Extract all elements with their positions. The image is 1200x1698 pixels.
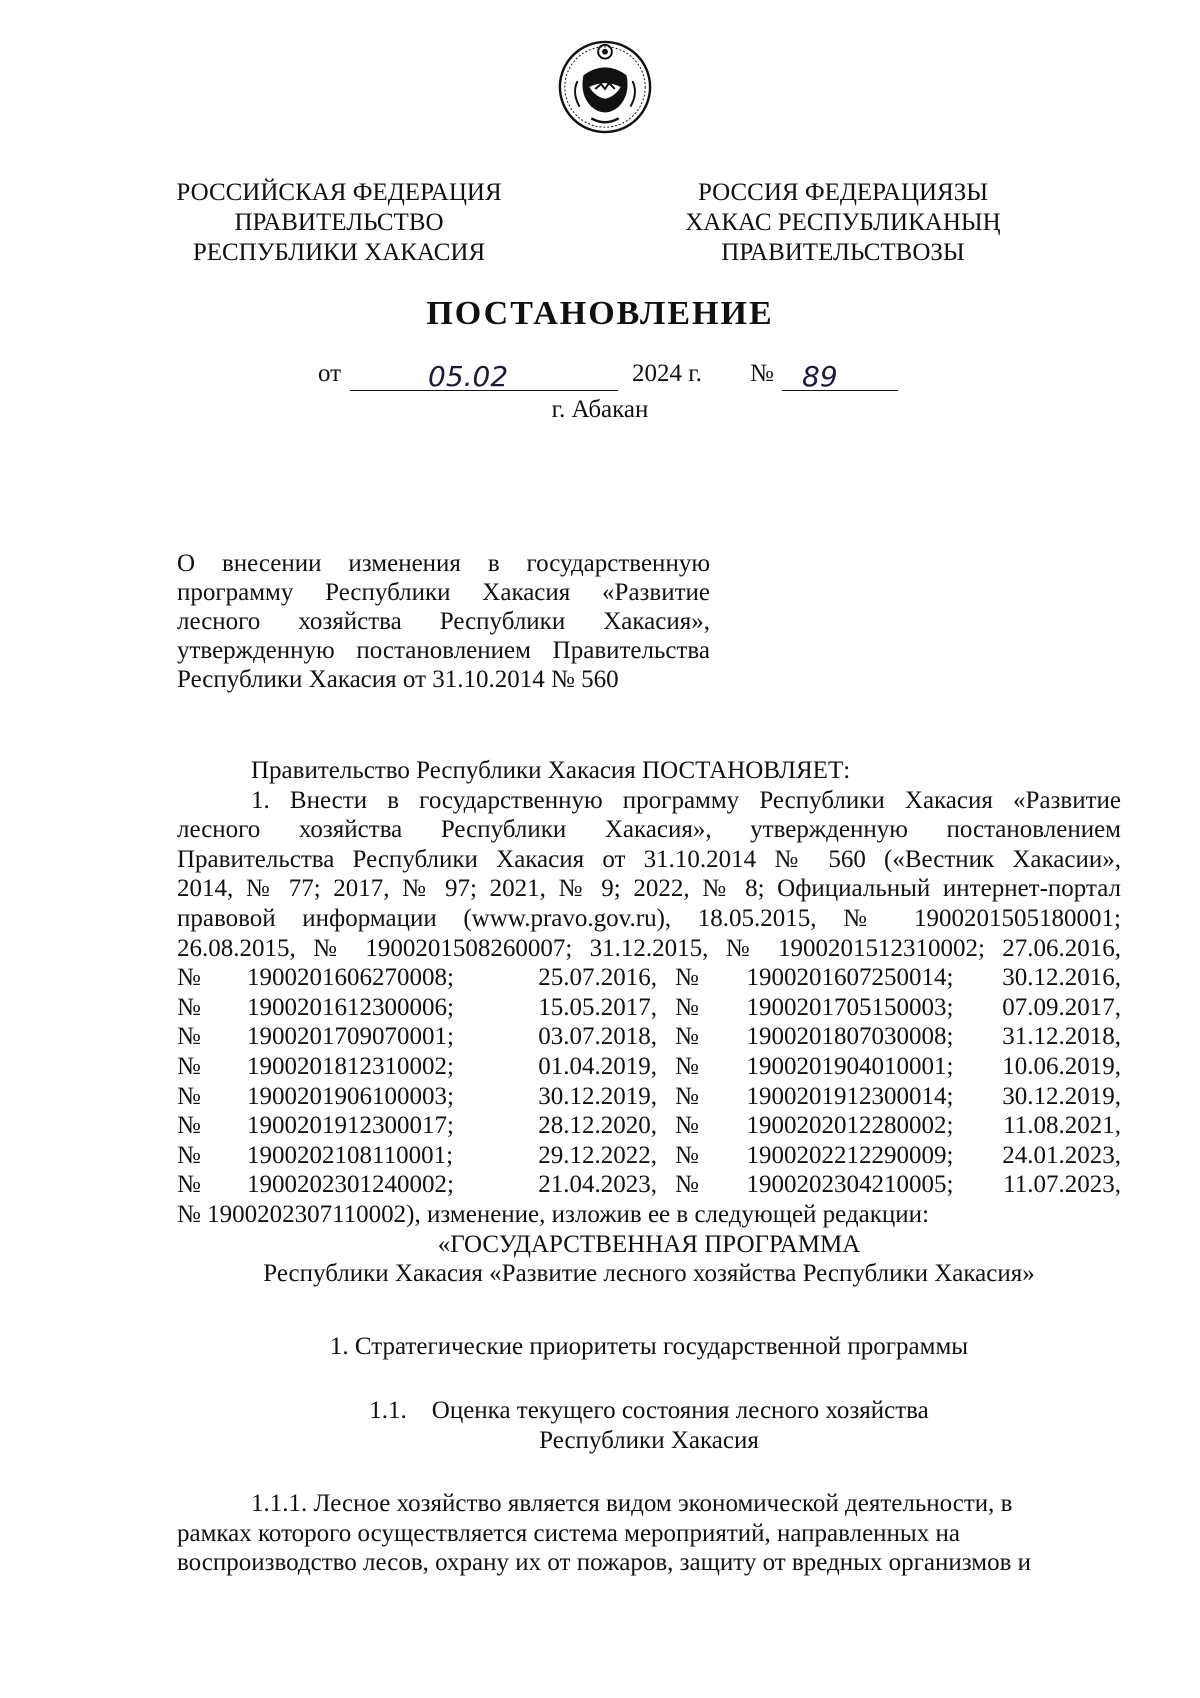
cell: 21.04.2023, [538, 1171, 657, 1199]
date-handwritten: 05.02 [428, 360, 509, 393]
header-ru-line: ПРАВИТЕЛЬСТВО [234, 209, 444, 236]
cell: 29.12.2022, [538, 1141, 657, 1169]
table-row [177, 1141, 1121, 1171]
decree-intro: Правительство Республики Хакасия ПОСТАНОВЛЯЕТ: [251, 757, 851, 784]
subject-line: лесного хозяйства Республики Хакасия», [177, 608, 710, 635]
table-row [177, 1170, 1121, 1200]
cell: 1900201904010001; [746, 1052, 954, 1080]
header-kjh [658, 178, 1028, 268]
cell: № [675, 1052, 699, 1080]
cell: 11.07.2023, [1003, 1171, 1121, 1199]
subject-line: О внесении изменения в государственную [177, 550, 710, 577]
from-label: от [318, 360, 342, 387]
cell: 1900201812310002; [247, 1052, 454, 1080]
body-line: 1. Внести в государственную программу Республики Хакасия «Развитие [251, 786, 1121, 814]
table-row [177, 993, 1121, 1023]
header-kjh-line: РОССИЯ ФЕДЕРАЦИЯЗЫ [697, 179, 989, 206]
body-line: 2014, № 77; 2017, № 97; 2021, № 9; 2022, № 8; Официальный интернет-портал [177, 875, 1121, 903]
program-title: «ГОСУДАРСТВЕННАЯ ПРОГРАММА [437, 1230, 861, 1258]
cell: 30.12.2019, [538, 1082, 657, 1110]
cell: 28.12.2020, [538, 1112, 657, 1140]
subject-line: Республики Хакасия от 31.10.2014 № 560 [177, 666, 619, 693]
body-last-line: № 1900202307110002), изменение, изложив ее в следующей редакции: [177, 1200, 929, 1228]
table-row [177, 1022, 1121, 1052]
number-handwritten: 89 [802, 360, 838, 393]
doc-title: ПОСТАНОВЛЕНИЕ [426, 295, 774, 332]
cell: № [675, 1023, 699, 1051]
cell: № [177, 1112, 201, 1140]
cell: 1900201607250014; [746, 964, 954, 992]
cell: 11.08.2021, [1003, 1112, 1121, 1140]
cell: № [675, 1082, 699, 1110]
program-subtitle: Республики Хакасия «Развитие лесного хозяйства Республики Хакасия» [263, 1260, 1035, 1288]
subject-block [177, 549, 710, 694]
header-ru [154, 178, 524, 268]
cell: № [177, 1052, 201, 1080]
section-1-1-title-line2: Республики Хакасия [539, 1427, 759, 1454]
cell: 1900201606270008; [247, 964, 454, 992]
body-line: лесного хозяйства Республики Хакасия», утвержденную постановлением [177, 816, 1121, 844]
cell: № [177, 993, 201, 1021]
body-line: 26.08.2015, № 1900201508260007; 31.12.2015, № 1900201512310002; 27.06.2016, [177, 934, 1121, 962]
cell: 1900201709070001; [247, 1023, 454, 1051]
paragraph-line: 1.1.1. Лесное хозяйство является видом экономической деятельности, в [251, 1490, 1013, 1517]
cell: 15.05.2017, [538, 993, 657, 1021]
table-row [177, 1082, 1121, 1112]
cell: 25.07.2016, [538, 964, 657, 992]
table-row [177, 1111, 1121, 1141]
cell: 03.07.2018, [538, 1023, 657, 1051]
decree-body [177, 756, 1121, 1289]
number-underline [782, 390, 898, 391]
cell: № [675, 993, 699, 1021]
cell: № [177, 1023, 201, 1051]
cell: 24.01.2023, [1002, 1141, 1121, 1169]
paragraph-1-1-1 [177, 1489, 1121, 1578]
coat-of-arms-icon [556, 38, 654, 136]
table-row [177, 963, 1121, 993]
header-kjh-line: ХАКАС РЕСПУБЛИКАНЫҢ [685, 209, 1001, 236]
section-1-1-number: 1.1. [369, 1397, 407, 1424]
cell: 01.04.2019, [538, 1052, 657, 1080]
header-ru-line: РЕСПУБЛИКИ ХАКАСИЯ [192, 239, 486, 266]
paragraph-line: рамках которого осуществляется система мероприятий, направленных на [177, 1519, 960, 1547]
subject-line: утвержденную постановлением Правительства [177, 637, 710, 664]
cell: 30.12.2019, [1002, 1082, 1121, 1110]
cell: 07.09.2017, [1002, 993, 1121, 1021]
section-1-1-heading [177, 1396, 1121, 1426]
cell: 30.12.2016, [1002, 964, 1121, 992]
cell: № [177, 1082, 201, 1110]
paragraph-line: воспроизводство лесов, охрану их от пожаров, защиту от вредных организмов и [177, 1549, 1032, 1577]
header-ru-line: РОССИЙСКАЯ ФЕДЕРАЦИЯ [176, 179, 502, 206]
body-line: правовой информации (www.pravo.gov.ru), 18.05.2015, № 1900201505180001; [177, 904, 1121, 932]
cell: № [177, 1171, 201, 1199]
registry-numbers-table [177, 963, 1121, 1200]
cell: № [177, 964, 201, 992]
cell: 1900202212290009; [746, 1141, 954, 1169]
cell: 1900202304210005; [746, 1171, 954, 1199]
cell: № [177, 1141, 201, 1169]
cell: № [675, 1141, 699, 1169]
cell: 1900201705150003; [746, 993, 954, 1021]
cell: № [675, 1171, 699, 1199]
cell: 1900201912300017; [247, 1112, 454, 1140]
cell: 10.06.2019, [1002, 1052, 1121, 1080]
section-1-1-title: Оценка текущего состояния лесного хозяйства [431, 1397, 929, 1424]
subject-line: программу Республики Хакасия «Развитие [177, 579, 710, 606]
cell: 1900201912300014; [746, 1082, 954, 1110]
section-1-heading: 1. Стратегические приоритеты государственной программы [329, 1333, 969, 1360]
cell: 1900201906100003; [247, 1082, 454, 1110]
table-row [177, 1052, 1121, 1082]
cell: 1900201807030008; [746, 1023, 954, 1051]
cell: 1900202301240002; [247, 1171, 454, 1199]
city-label: г. Абакан [551, 396, 649, 423]
cell: 1900201612300006; [247, 993, 454, 1021]
date-number-line [318, 360, 918, 394]
year-label: 2024 г. [632, 360, 702, 387]
body-line: Правительства Республики Хакасия от 31.10.2014 № 560 («Вестник Хакасии», [177, 845, 1121, 873]
cell: № [675, 964, 699, 992]
header-kjh-line: ПРАВИТЕЛЬСТВОЗЫ [721, 239, 965, 266]
number-label: № [750, 360, 774, 387]
cell: 31.12.2018, [1002, 1023, 1121, 1051]
cell: № [675, 1112, 699, 1140]
cell: 1900202108110001; [247, 1141, 454, 1169]
cell: 1900202012280002; [746, 1112, 954, 1140]
